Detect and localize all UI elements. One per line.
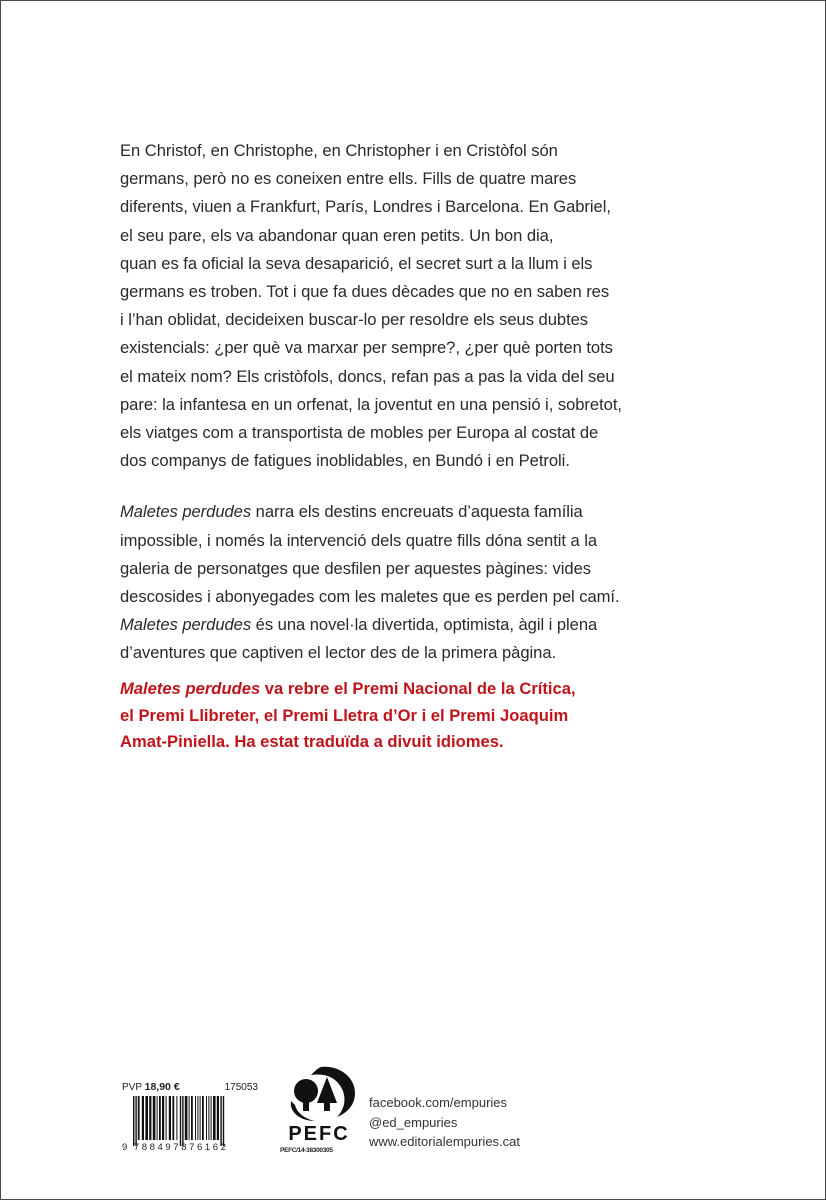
book-title: Maletes perdudes [120,679,261,698]
book-title: Maletes perdudes [120,615,252,635]
text-line: descosides i abonyegades com les maletes que es perden pel camí. [120,587,620,607]
facebook-link[interactable]: facebook.com/empuries [369,1095,508,1110]
isbn-lead-digit: 9 [122,1142,130,1153]
barcode-bar [217,1096,219,1140]
twitter-handle[interactable]: @ed_empuries [369,1114,458,1130]
synopsis-paragraph-2 [120,498,720,667]
barcode-bar [138,1096,140,1140]
barcode-bar [133,1096,134,1146]
barcode-bar [145,1096,148,1140]
barcode-bar [191,1096,193,1140]
price-label: PVP [122,1082,142,1093]
barcode-bar [169,1096,171,1140]
text-line: pare: la infantesa en un orfenat, la joventut en una pensió i, sobretot, [120,394,622,414]
synopsis [120,137,720,691]
text-line: Amat-Piniella. Ha estat traduïda a divuit idiomes. [120,732,504,751]
text-line: el seu pare, els va abandonar quan eren petits. Un bon dia, [120,225,554,245]
pefc-certification-code: PEFC/14-38300305 [280,1147,333,1154]
barcode-bar [159,1096,161,1140]
barcode-bar [206,1096,207,1140]
barcode-bar [202,1096,204,1140]
barcode-bar [157,1096,158,1140]
text-line: els viatges com a transportista de mobles per Europa al costat de [120,423,599,443]
website-link[interactable]: www.editorialempuries.cat [369,1134,521,1149]
barcode-bar [153,1096,156,1140]
text-line [120,611,720,639]
book-title: Maletes perdudes [120,502,252,522]
barcode-bar [149,1096,151,1140]
barcode-bar [213,1096,216,1140]
text-line: diferents, viuen a Frankfurt, París, Londres i Barcelona. En Gabriel, [120,197,611,217]
publisher-contacts [369,1093,520,1152]
isbn-number [122,1142,262,1153]
awards-statement [120,676,740,756]
text-line: germans, però no es coneixen entre ells. Fills de quatre mares [120,169,577,189]
price [122,1081,180,1093]
barcode-bar [200,1096,201,1140]
price-row [122,1081,258,1093]
price-value: 18,90 € [144,1081,180,1093]
barcode-bar [185,1096,188,1140]
text-line: i l’han oblidat, decideixen buscar-lo per resoldre els seus dubtes [120,310,589,330]
barcode-bar [166,1096,167,1140]
text-line: d’aventures que captiven el lector des de la primera pàgina. [120,643,557,663]
synopsis-paragraph-1 [120,137,720,475]
barcode-bar [195,1096,196,1140]
barcode-bar [176,1096,177,1140]
text-line: En Christof, en Christophe, en Christopher i en Cristòfol són [120,141,558,160]
barcode-bar [211,1096,212,1140]
barcode-bar [172,1096,174,1140]
barcode-bar [182,1096,183,1146]
barcode-bar [208,1096,209,1140]
text-line: dos companys de fatigues inoblidables, en Bundó i en Petroli. [120,451,570,471]
text-line: el mateix nom? Els cristòfols, doncs, refan pas a pas la vida del seu [120,366,615,386]
pefc-logo-text: PEFC [288,1123,350,1145]
barcode-bar [197,1096,198,1140]
barcode-bar [180,1096,181,1146]
text-fragment: va rebre el Premi Nacional de la Crítica, [260,679,576,698]
text-line: impossible, i només la intervenció dels quatre fills dóna sentit a la [120,530,598,550]
product-code: 175053 [224,1082,258,1093]
barcode-bar [142,1096,144,1140]
barcode-bar [135,1096,136,1146]
text-line: el Premi Llibreter, el Premi Lletra d’Or i el Premi Joaquim [120,705,569,725]
barcode-bar [223,1096,224,1146]
barcode-bar [189,1096,190,1140]
text-fragment: és una novel·la divertida, optimista, àgil i plena [251,615,598,635]
barcode-bar [162,1096,164,1140]
text-line: germans es troben. Tot i que fa dues dècades que no en saben res [120,282,610,302]
text-fragment: narra els destins encreuats d’aquesta família [251,502,583,522]
text-line: existencials: ¿per què va marxar per sempre?, ¿per què porten tots [120,338,613,358]
text-line [120,498,720,526]
text-line [120,676,740,703]
isbn-digits: 788497876162 [133,1142,229,1153]
text-line: galeria de personatges que desfilen per aquestes pàgines: vides [120,558,592,578]
text-line: quan es fa oficial la seva desaparició, el secret surt a la llum i els [120,253,593,273]
barcode-icon [133,1096,255,1146]
barcode-bar [220,1096,221,1146]
